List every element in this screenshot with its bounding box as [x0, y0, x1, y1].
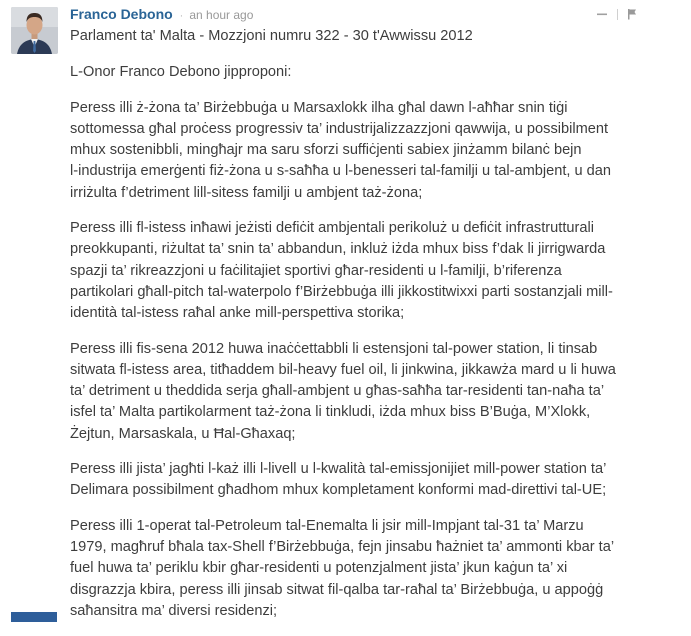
control-divider [617, 9, 618, 20]
flag-button[interactable] [626, 6, 638, 22]
text-line: fuel huwa ta’ periklu kbir għar-residenti u potenzjalment jista’ jkun kaġun ta’ xi [70, 560, 568, 577]
flag-icon [626, 8, 638, 20]
author-name[interactable]: Franco Debono [70, 6, 173, 22]
text-line: saħansitra ma’ diversi residenzi; [70, 602, 278, 619]
comment-body [70, 26, 650, 636]
comment-paragraph [70, 62, 650, 83]
text-line: identità tal-istess raħal anke mill-perspettiva storika; [70, 305, 405, 322]
text-line: sitwata fl-istess area, titħaddem bil-heavy fuel oil, li jinkwina, jikkawża mard u li huwa [70, 361, 616, 378]
text-line: spazji ta’ rikreazzjoni u faċilitajiet sportivi għar-residenti u l-familji, b’riferenza [70, 262, 562, 279]
text-line: Peress illi fl-istess inħawi jeżisti defiċit ambjentali perikoluż u defiċit infrastrutturali [70, 220, 594, 237]
text-line: disgrazzja kbira, peress illi jinsab sitwat fil-qalba tar-raħal ta’ Birżebbuġa, u appoġġ [70, 581, 604, 598]
text-line: partikolari għall-pitch tal-waterpolo f’Birżebbuġa illi jikkostitwixxi parti sostanzjali mill- [70, 283, 613, 300]
next-comment-avatar-edge [11, 612, 57, 622]
comment-paragraph [70, 98, 650, 204]
text-line: l-industrija emerġenti fiż-żona u s-saħħa u l-benesseri tal-familji u tal-ambjent, u dan [70, 163, 612, 180]
header-separator: · [179, 10, 184, 22]
comment-title [70, 26, 650, 47]
text-line: preokkupanti, riżultat ta’ snin ta’ abbandun, inkluż iżda mhux biss f’dak li jirrigwarda [70, 241, 606, 258]
comment-paragraph [70, 459, 650, 502]
text-line: Żejtun, Marsaskala, u Ħal-Għaxaq; [70, 425, 296, 442]
text-line: isfel ta’ Malta partikolarment taż-żona li tinkludi, iżda mhux biss B’Buġa, M’Xlokk, [70, 404, 591, 421]
text-line: Parlament ta' Malta - Mozzjoni numru 322 - 30 t'Awwissu 2012 [70, 28, 473, 44]
user-avatar-image [11, 7, 58, 54]
comment-paragraph [70, 218, 650, 324]
text-line: 1979, magħruf bħala tax-Shell f’Birżebbuġa, fejn jinsabu ħażniet ta’ ammonti kbar ta’ [70, 538, 615, 555]
text-line: Delimara possibilment għadhom mhux kompletament konformi mad-direttivi tal-UE; [70, 482, 607, 499]
text-line: Peress illi 1-operat tal-Petroleum tal-Enemalta li jsir mill-Impjant tal-31 ta’ Marzu [70, 517, 584, 534]
text-line: ta’ detriment u theddida serja għall-ambjent u għas-saħħa tar-residenti tan-naħa ta’ [70, 383, 605, 400]
user-avatar[interactable] [11, 7, 58, 54]
text-line: Peress illi jista’ jagħti l-każ illi l-livell u l-kwalità tal-emissjonijiet mill-power station ta’ [70, 461, 607, 478]
text-line: sottomessa għal proċess progressiv ta’ industrijalizzazzjoni qawwija, u possibilment [70, 120, 609, 137]
text-line: mhux sostenibbli, mingħajr ma saru sforzi suffiċjenti sabiex jinżamm bilanċ bejn [70, 142, 582, 159]
text-line: irriżulta f’detriment lill-sitess familji u ambjent taż-żona; [70, 184, 423, 201]
comment-timestamp[interactable]: an hour ago [189, 8, 254, 22]
comment-paragraph [70, 516, 650, 622]
text-line: L-Onor Franco Debono jipproponi: [70, 64, 292, 81]
text-line: Peress illi ż-żona ta’ Birżebbuġa u Marsaxlokk ilha għal dawn l-aħħar snin tiġi [70, 99, 568, 116]
collapse-button[interactable] [596, 6, 608, 22]
minus-icon [596, 8, 608, 20]
comment-header [70, 6, 253, 24]
text-line: Peress illi fis-sena 2012 huwa inaċċettabbli li estensjoni tal-power station, li tinsab [70, 340, 598, 357]
comment-paragraph [70, 339, 650, 445]
